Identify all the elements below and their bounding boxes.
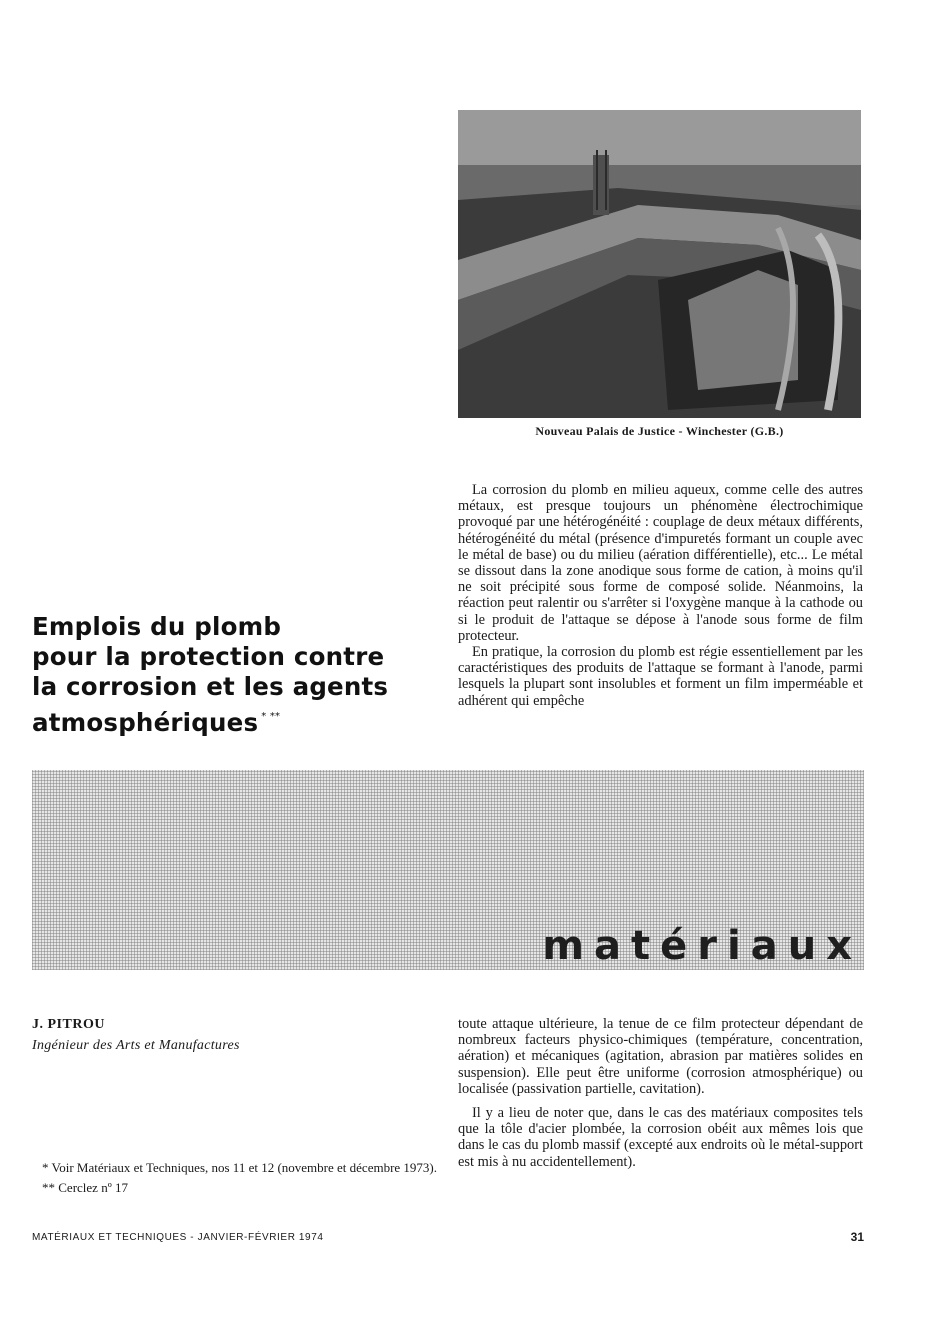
body-paragraph: toute attaque ultérieure, la tenue de ce film protecteur dépendant de nombreux facteurs physico-chimiques (température, concentration, aération) et mécaniques (agitation, abrasion par matières solides en suspension). Elle peut être uniforme (corrosion atmosphérique) ou localisée (passivation partielle, cavitation).: [458, 1016, 863, 1097]
photo-caption: Nouveau Palais de Justice - Winchester (G.B.): [535, 424, 784, 438]
footnote: * Voir Matériaux et Techniques, nos 11 et 12 (novembre et décembre 1973).: [42, 1160, 438, 1175]
body-paragraph: La corrosion du plomb en milieu aqueux, comme celle des autres métaux, est presque toujours un phénomène électrochimique provoqué par une hétérogénéité : couplage de deux métaux différents, hétérogénéité du métal (présence d'impuretés formant un couple avec le métal de base) ou du milieu (aération différentielle), etc... Le métal se dissout dans la zone anodique sous forme de cation, à moins qu'il ne soit précipité sous forme de composé solide. Néanmoins, la réaction peut ralentir ou s'arrêter si l'oxygène manque à la cathode ou si le produit de l'attaque se dépose à l'anode sous forme de film protecteur.: [458, 482, 863, 644]
continued-column: [458, 1016, 863, 1178]
title-footnote-marks: * **: [261, 711, 281, 722]
building-photo: [458, 110, 861, 418]
title-line: atmosphériques: [32, 708, 259, 737]
body-paragraph: Il y a lieu de noter que, dans le cas des matériaux composites tels que la tôle d'acier plombée, la corrosion obéit aux mêmes lois que dans le cas du plomb massif (excepté aux endroits où le métal-support est mis à nu accidentellement).: [458, 1105, 863, 1170]
article-title: [32, 612, 452, 738]
title-line: pour la protection contre: [32, 642, 385, 671]
section-label: matériaux: [542, 923, 862, 969]
title-line: Emplois du plomb: [32, 612, 282, 641]
footnote: ** Cerclez nº 17: [42, 1180, 128, 1195]
footnotes: [32, 1160, 437, 1200]
intro-column: [458, 482, 863, 709]
journal-footer: MATÉRIAUX ET TECHNIQUES - JANVIER-FÉVRIER 1974: [32, 1232, 324, 1243]
section-header-band: [32, 770, 864, 970]
title-line: la corrosion et les agents: [32, 672, 389, 701]
body-paragraph: En pratique, la corrosion du plomb est régie essentiellement par les caractéristiques des produits de l'attaque se formant à l'anode, parmi lesquels la plupart sont insolubles et forment un film imperméable et adhérent qui empêche: [458, 644, 863, 709]
author-affiliation: Ingénieur des Arts et Manufactures: [32, 1038, 240, 1053]
photograph-building-roof-icon: [458, 110, 861, 418]
author-name: J. PITROU: [32, 1017, 105, 1032]
page-number: 31: [850, 1230, 864, 1244]
title-line-last: [32, 702, 452, 738]
